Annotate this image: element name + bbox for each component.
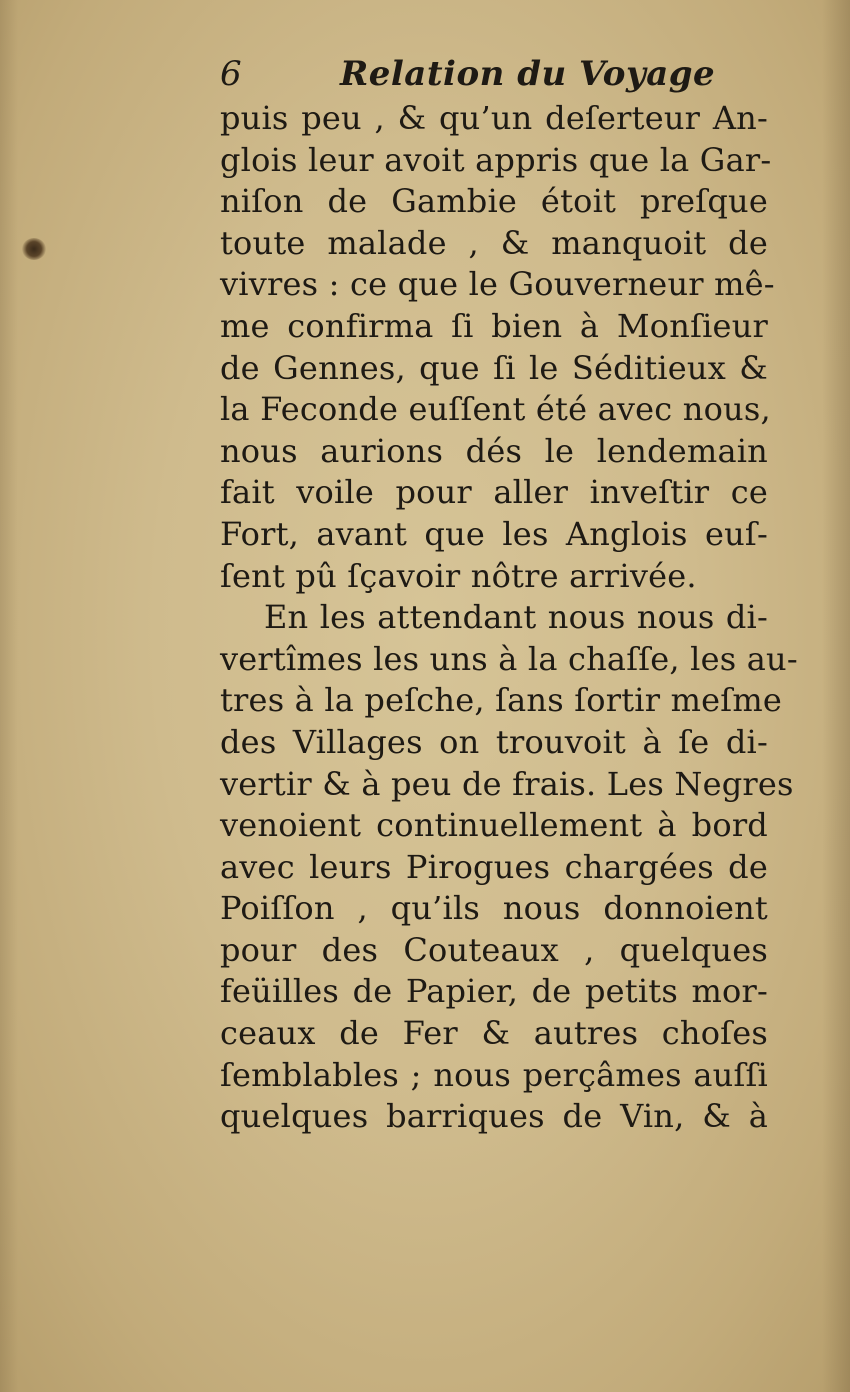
ink-stain [22, 238, 46, 260]
page-header [220, 52, 760, 96]
text-line: quelques barriques de Vin, & à [220, 1097, 768, 1136]
page-edge-shadow-right [822, 0, 850, 1392]
paragraph-last-line: ſent pû ſçavoir nôtre arrivée. [220, 556, 697, 595]
text-line: ſemblables ; nous perçâmes auſſi [220, 1055, 768, 1094]
text-line: de Gennes, que ſi le Séditieux & [220, 348, 768, 387]
text-line: Fort, avant que les Anglois euſ- [220, 514, 768, 553]
text-line: venoient continuellement à bord [220, 806, 768, 845]
page-edge-shadow-left [0, 0, 18, 1392]
text-line: niſon de Gambie étoit preſque [220, 182, 768, 221]
text-line: glois leur avoit appris que la Gar- [220, 140, 772, 179]
running-title: Relation du Voyage [340, 54, 716, 94]
text-line: fait voile pour aller inveſtir ce [220, 473, 768, 512]
text-line: vertîmes les uns à la chaſſe, les au- [220, 639, 798, 678]
text-line: ceaux de Fer & autres choſes [220, 1014, 768, 1053]
text-line: la Feconde euſſent été avec nous, [220, 390, 771, 429]
text-line: des Villages on trouvoit à ſe di- [220, 722, 768, 761]
text-line: nous aurions dés le lendemain [220, 431, 768, 470]
text-line: tres à la peſche, ſans ſortir meſme [220, 681, 782, 720]
page-number: 6 [220, 54, 242, 94]
text-line: feüilles de Papier, de petits mor- [220, 972, 768, 1011]
body-text [220, 98, 798, 1138]
text-line: toute malade , & manquoit de [220, 223, 768, 262]
text-line: puis peu , & qu’un deſerteur An- [220, 99, 768, 137]
text-line: avec leurs Pirogues chargées de [220, 847, 768, 886]
paragraph-first-line: En les attendant nous nous di- [264, 598, 768, 637]
text-line: vertir & à peu de frais. Les Negres [220, 764, 794, 803]
text-line: Poiſſon , qu’ils nous donnoient [220, 889, 768, 928]
text-line: pour des Couteaux , quelques [220, 930, 768, 969]
text-line: me confirma ſi bien à Monſieur [220, 306, 768, 345]
text-line: vivres : ce que le Gouverneur mê- [220, 265, 775, 304]
